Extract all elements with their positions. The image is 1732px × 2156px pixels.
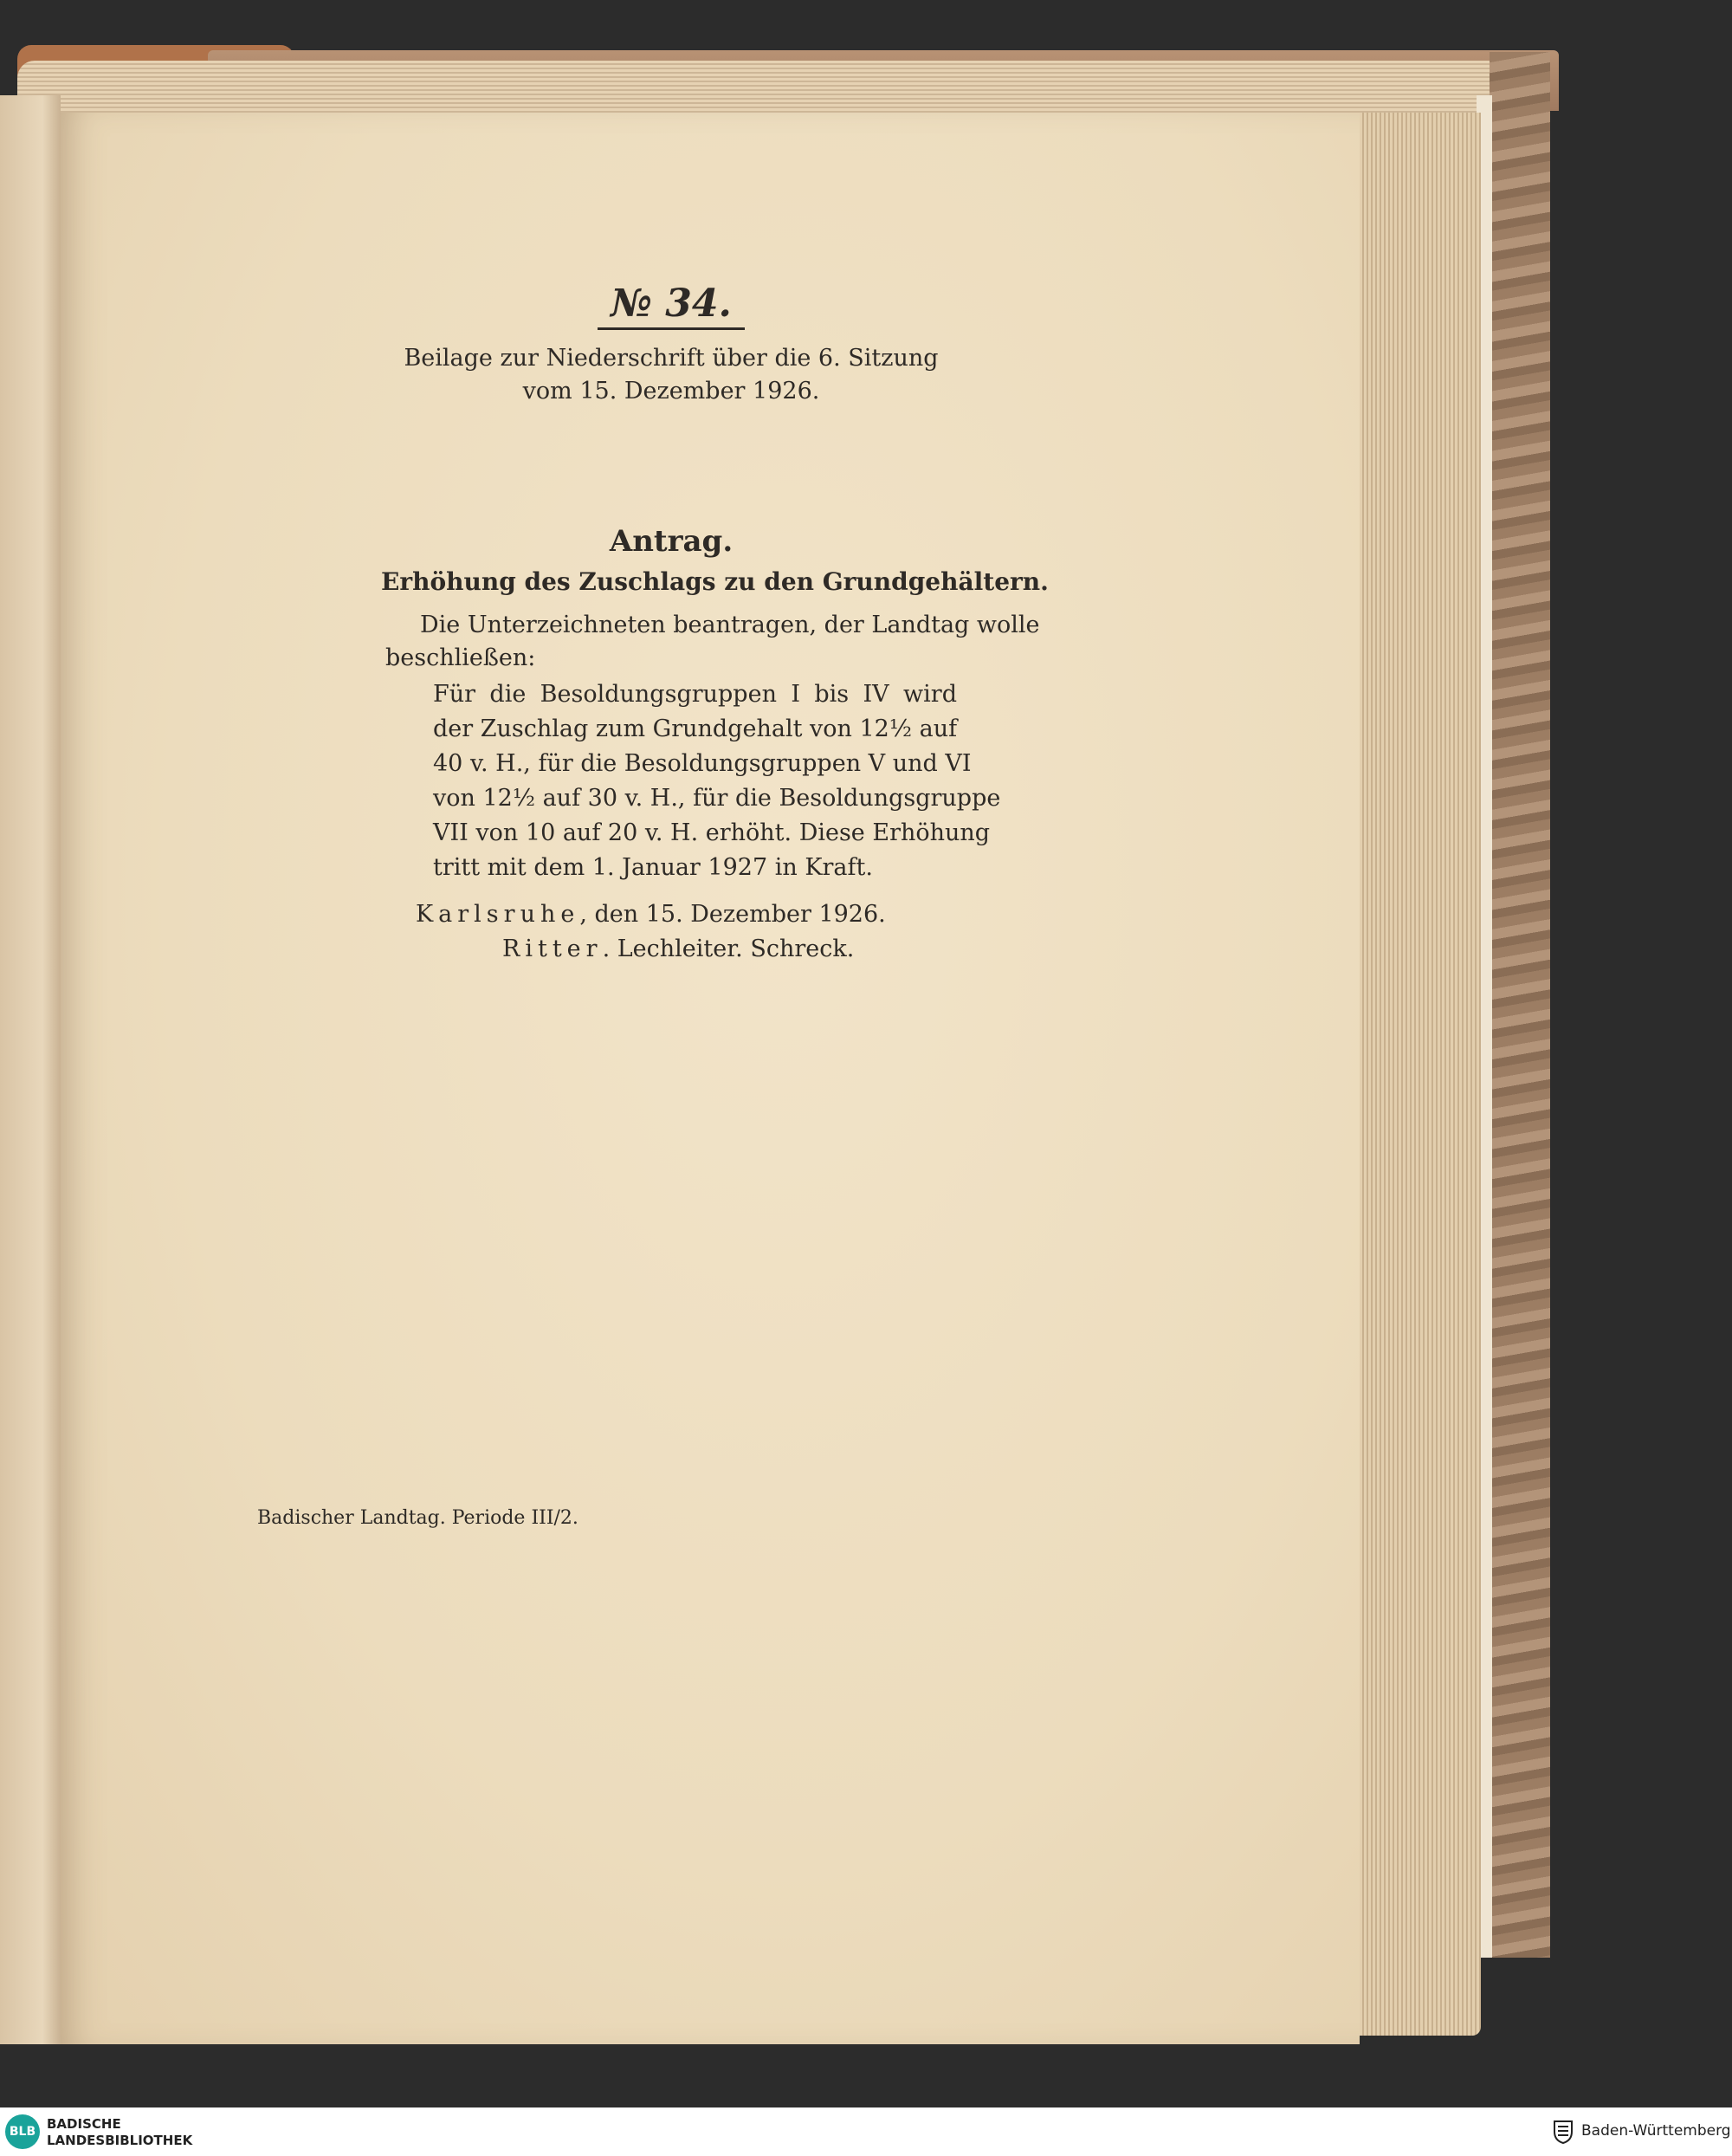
motion-line: der Zuschlag zum Grundgehalt von 12½ auf (433, 715, 958, 742)
motion-line: tritt mit dem 1. Januar 1927 in Kraft. (433, 854, 873, 881)
date-text: , den 15. Dezember 1926. (579, 901, 886, 928)
place-date-line (416, 901, 886, 928)
document-subject: Erhöhung des Zuschlags zu den Grundgehältern. (381, 567, 1049, 596)
subtitle-line-1: Beilage zur Niederschrift über die 6. Sitzung (404, 345, 939, 372)
motion-line: VII von 10 auf 20 v. H. erhöht. Diese Erhöhung (433, 819, 991, 846)
document-heading: Antrag. (609, 524, 734, 559)
signer-ritter: Ritter (502, 936, 603, 962)
library-name-line-2: LANDESBIBLIOTHEK (47, 2133, 193, 2148)
body-line-1: Die Unterzeichneten beantragen, der Landtag wolle (420, 612, 1040, 638)
place-name: Karlsruhe (416, 901, 580, 928)
motion-line: 40 v. H., für die Besoldungsgruppen V und VI (433, 750, 972, 777)
motion-line: von 12½ auf 30 v. H., für die Besoldungsgruppe (433, 785, 1001, 812)
state-coat-of-arms-icon (1552, 2118, 1574, 2144)
subtitle-line-2: vom 15. Dezember 1926. (522, 378, 820, 405)
left-page-edge (0, 95, 61, 2044)
viewer-footer-bar (0, 2107, 1732, 2156)
library-name-line-1: BADISCHE (47, 2116, 121, 2132)
body-line-2: beschließen: (385, 644, 536, 671)
document-number: № 34. (598, 282, 745, 330)
motion-line: Für die Besoldungsgruppen I bis IV wird (433, 681, 957, 708)
page-fore-edge (1342, 113, 1481, 2036)
blb-logo[interactable]: BLB (5, 2114, 40, 2149)
signatories (502, 936, 854, 962)
marbled-cover (1490, 52, 1550, 1958)
state-name: Baden-Württemberg (1581, 2122, 1731, 2140)
page-footer: Badischer Landtag. Periode III/2. (257, 1507, 578, 1529)
other-signers: . Lechleiter. Schreck. (602, 936, 855, 962)
